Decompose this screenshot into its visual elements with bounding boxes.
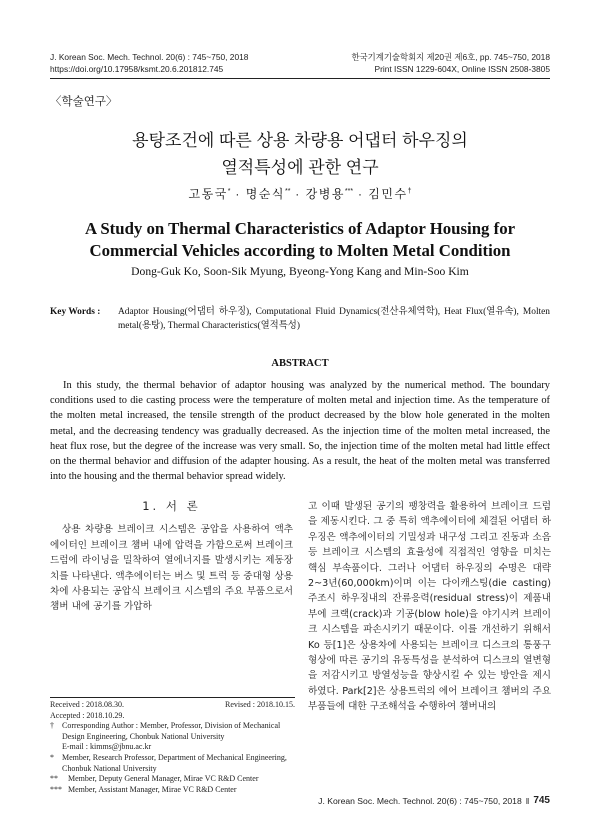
author-mark: † [407, 188, 412, 195]
footnote-item [50, 785, 295, 796]
keywords-block [50, 306, 550, 333]
footnote-item [50, 721, 295, 742]
body-column-right [308, 499, 551, 715]
author-mark: *** [344, 188, 354, 195]
doi-link[interactable]: https://doi.org/10.17958/ksmt.20.6.201812.745 [50, 64, 224, 74]
author-name: 명순식 [245, 187, 285, 201]
issn-info: Print ISSN 1229-604X, Online ISSN 2508-3805 [374, 64, 550, 74]
author-mark: ** [285, 188, 291, 195]
received-date: Received : 2018.08.30. [50, 700, 124, 709]
footnote-mark: ** [50, 774, 58, 784]
author-separator: · [295, 187, 301, 201]
section-tag: 〈학술연구〉 [50, 96, 118, 108]
body-paragraph: 상용 차량용 브레이크 시스템은 공압을 사용하여 액추에이터인 브레이크 챔버 내에 압력을 가함으로써 브레이크 드럼에 라이닝을 밀착하여 열에너지를 발생시키는 제동장치를 나타낸다. 액추에이터는 버스 및 트럭 등 중대형 상용차에 사용되는 공압식 브레이크 시스템의 주요 부품으로서 챔버 내에 공기를 가압하 [50, 524, 293, 613]
footnote-rule [50, 697, 295, 698]
abstract-title: ABSTRACT [271, 358, 329, 369]
author-mark: * [227, 188, 231, 195]
author-name: 강병용 [305, 187, 345, 201]
author-separator: · [357, 187, 364, 201]
page-number: 745 [533, 795, 550, 806]
received-revised-row [50, 700, 295, 711]
footnote-text: Member, Assistant Manager, Mirae VC R&D Center [68, 784, 237, 794]
author-separator: · [235, 187, 241, 201]
footnote-item [50, 742, 295, 753]
body-paragraph: 고 이때 발생된 공기의 팽창력을 활용하여 브레이크 드럼을 제동시킨다. 그 중 특히 액추에이터에 체결된 어댑터 하우징은 액추에이터의 기밀성과 내구성 그리고 진동과 소음 등 브레이크 시스템의 효율성에 직접적인 영향을 미치는 핵심 부속품이다. 그러나 어댑터 하우징의 수명은 대략 2~3년(60,000km)이며 이는 다이캐스팅(die casting) 주조시 하우징내의 잔류응력(residual stress)이 제품내부에 크랙(crack)과 기공(blow hole)을 야기시켜 브레이크 시스템을 파손시키기 때문이다. 이를 개선하기 위해서 Ko 등[1]은 상용차에 사용되는 브레이크 디스크의 통풍구 형상에 따른 공기의 유동특성을 분석하여 디스크의 열변형을 저감시키고 방열성능을 향상시킬 수 있는 방안을 제시하였다. Park[2]은 상용트럭의 에어 브레이크 챔버의 주요 부품들에 대한 구조해석을 수행하여 챔버내의 [308, 501, 551, 713]
footnote-mark: *** [50, 784, 62, 794]
title-english-line1: A Study on Thermal Characteristics of Adaptor Housing for [84, 219, 516, 238]
title-english [0, 218, 600, 262]
header-rule [50, 78, 550, 79]
section-heading: 1. 서 론 [142, 499, 201, 513]
footnote-mark: † [50, 721, 54, 731]
title-korean [0, 127, 600, 181]
footnote-item [50, 753, 295, 774]
revised-date: Revised : 2018.10.15. [225, 700, 295, 709]
keywords-text: Adaptor Housing(어댑터 하우징), Computational Fluid Dynamics(전산유체역학), Heat Flux(열유속), Molten metal(용탕), Thermal Characteristics(열적특성) [118, 307, 550, 331]
footnote-email[interactable]: E-mail : kimms@jbnu.ac.kr [62, 742, 152, 752]
abstract-body: In this study, the thermal behavior of adaptor housing was analyzed by the numerical method. The boundary conditions used to die casting process were the temperature of molten metal and injection time. As the temperature of the molten metal increased, the tensile strength of the product decreased by the blow hole generated in the molten metal, and the decreasing tendency was gradually decreased. As the injection time of the molten metal increased, the heat flux rose, but the degree of the increase was very small. So, the injection time of the molten metal had little effect on the thermal behavior and diffusion of the adapter housing. As a result, the heat of the molten metal was transferred into the housing and the thermal behavior spread widely. [50, 380, 550, 483]
author-name: 고동국 [188, 187, 228, 201]
footer-separator: ‖ [525, 795, 530, 806]
body-column-left [50, 499, 293, 615]
title-korean-line2: 열적특성에 관한 연구 [221, 158, 379, 177]
title-korean-line1: 용탕조건에 따른 상용 차량용 어댑터 하우징의 [132, 131, 468, 150]
footnote-mark [50, 742, 62, 753]
footnote-text: Member, Research Professor, Department of Mechanical Engineering, Chonbuk National University [62, 752, 287, 773]
authors-english: Dong-Guk Ko, Soon-Sik Myung, Byeong-Yong Kang and Min-Soo Kim [131, 265, 469, 278]
footnote-item [50, 774, 295, 785]
footer-citation: J. Korean Soc. Mech. Technol. 20(6) : 745~750, 2018 [318, 795, 522, 806]
page-footer [318, 795, 550, 806]
author-name: 김민수 [368, 187, 408, 201]
footnotes [50, 700, 295, 795]
journal-citation: J. Korean Soc. Mech. Technol. 20(6) : 745~750, 2018 [50, 52, 249, 62]
footnote-text: Corresponding Author : Member, Professor, Division of Mechanical Design Engineering, Chonbuk National University [62, 721, 281, 741]
keywords-label: Key Words : [50, 307, 101, 317]
footnote-text: Member, Deputy General Manager, Mirae VC R&D Center [68, 774, 259, 784]
title-english-line2: Commercial Vehicles according to Molten Metal Condition [89, 241, 511, 260]
journal-citation-korean: 한국기계기술학회지 제20권 제6호, pp. 745~750, 2018 [351, 52, 550, 62]
accepted-date: Accepted : 2018.10.29. [50, 710, 125, 720]
running-header-right [351, 51, 550, 75]
running-header-left [50, 51, 248, 75]
footnote-mark: * [50, 752, 54, 762]
authors-korean [0, 185, 600, 202]
